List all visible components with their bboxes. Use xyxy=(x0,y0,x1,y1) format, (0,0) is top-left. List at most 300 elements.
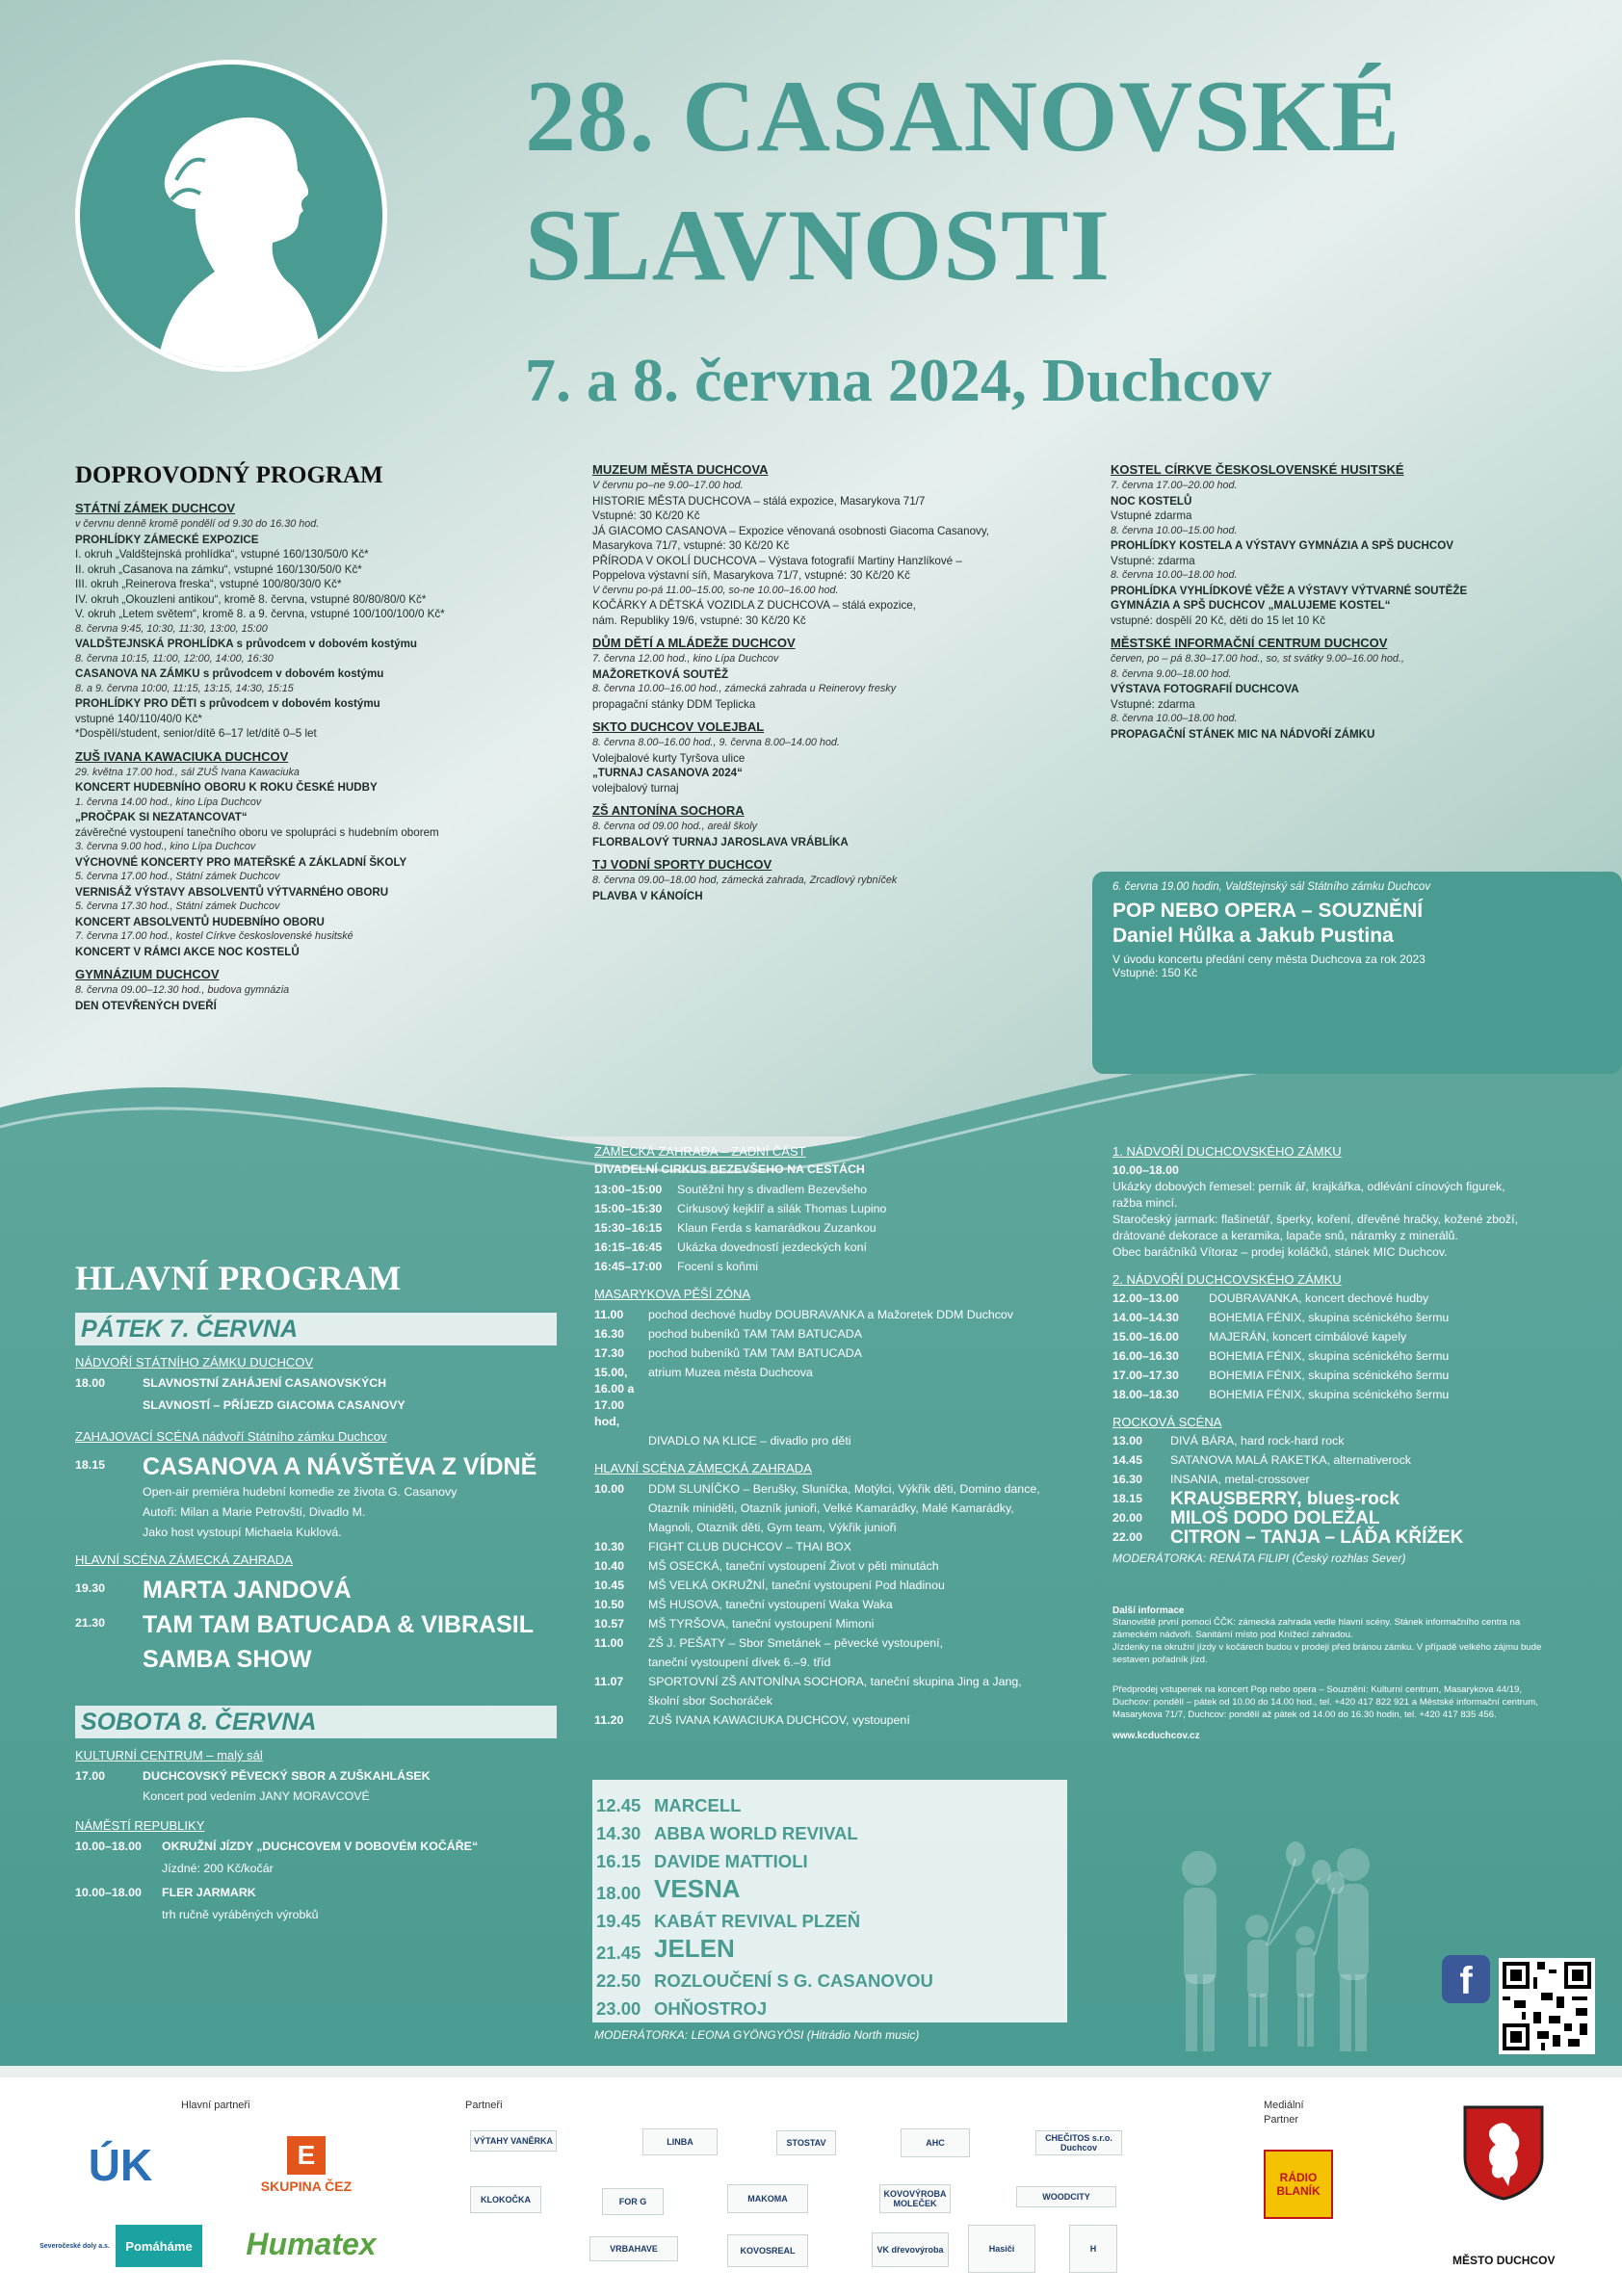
partner-logo: VRBAHAVE xyxy=(589,2236,678,2261)
artist: OHŇOSTROJ xyxy=(654,1998,768,2019)
artist: MARTA JANDOVÁ xyxy=(143,1577,352,1604)
event: ZUŠ IVANA KAWACIUKA DUCHCOV, vystoupení xyxy=(648,1713,910,1727)
event-detail: Koncert pod vedením JANY MORAVCOVÉ xyxy=(143,1789,370,1803)
time: 10.45 xyxy=(594,1578,625,1592)
time xyxy=(594,1693,648,1709)
event: pochod bubeníků TAM TAM BATUCADA xyxy=(648,1346,862,1360)
event: MILOŠ DODO DOLEŽAL xyxy=(1170,1508,1380,1528)
text-line: GYMNÁZIA A SPŠ DUCHCOV „MALUJEME KOSTEL“ xyxy=(1111,599,1391,612)
date-line: 8. června 10.00–18.00 hod. xyxy=(1111,569,1238,581)
event: ZŠ J. PEŠATY – Sbor Smetánek – pěvecké vystoupení, xyxy=(648,1636,944,1650)
date-line: 7. června 17.00 hod., kostel Církve československé husitské xyxy=(75,930,353,942)
event: SPORTOVNÍ ZŠ ANTONÍNA SOCHORA, taneční skupina Jing a Jang, xyxy=(648,1675,1022,1688)
event: SATANOVA MALÁ RAKETKA, alternativerock xyxy=(1170,1453,1411,1467)
section-heading: MUZEUM MĚSTA DUCHCOVA xyxy=(592,462,769,477)
event: Cirkusový kejklíř a silák Thomas Lupino xyxy=(677,1202,887,1215)
time: 18.00–18.30 xyxy=(1112,1388,1179,1401)
program-row xyxy=(594,1712,1076,1729)
courtyard2-title: 2. NÁDVOŘÍ DUCHCOVSKÉHO ZÁMKU xyxy=(1112,1272,1342,1287)
program-row xyxy=(594,1326,1076,1343)
courtyard1-time: 10.00–18.00 xyxy=(1112,1163,1179,1177)
section-heading: GYMNÁZIUM DUCHCOV xyxy=(75,967,220,981)
program-row xyxy=(594,1220,1076,1237)
time: 18.15 xyxy=(1112,1492,1143,1505)
program-row xyxy=(594,1365,1076,1430)
rock-moderator: MODERÁTORKA: RENÁTA FILIPI (Český rozhlas Sever) xyxy=(1112,1552,1406,1565)
event-detail: Jízdné: 200 Kč/kočár xyxy=(162,1862,274,1875)
date-line: 8. června 8.00–16.00 hod., 9. června 8.00–14.00 hod. xyxy=(592,737,840,748)
text-line: KONCERT ABSOLVENTŮ HUDEBNÍHO OBORU xyxy=(75,915,325,928)
date-line: V červnu po-pá 11.00–15.00, so-ne 10.00–16.00 hod. xyxy=(592,584,839,596)
concert-price: Vstupné: 150 Kč xyxy=(1112,966,1198,979)
courtyard1-line: ražba mincí. xyxy=(1112,1196,1178,1210)
event-title: CASANOVA A NÁVŠTĚVA Z VÍDNĚ xyxy=(143,1453,537,1480)
partner-logo: Hasiči xyxy=(968,2225,1035,2273)
time: 14.00–14.30 xyxy=(1112,1311,1179,1324)
text-line: vstupné: dospělí 20 Kč, děti do 15 let 10 Kč xyxy=(1111,613,1326,627)
time: 19.30 xyxy=(75,1581,106,1595)
companion-column-3 xyxy=(1111,455,1592,742)
partner-logo: KOVOVÝROBA MOLEČEK xyxy=(879,2184,951,2213)
section-heading: ZŠ ANTONÍNA SOCHORA xyxy=(592,803,745,818)
text-line: *Dospělí/student, senior/dítě 6–17 let/dítě 0–5 let xyxy=(75,727,317,740)
partner-logo: AHC xyxy=(901,2128,970,2157)
partner-logo: FOR G xyxy=(602,2188,664,2215)
qr-code-icon[interactable] xyxy=(1499,1958,1595,2054)
program-row xyxy=(1112,1310,1594,1326)
time: 18.15 xyxy=(75,1458,106,1472)
program-row xyxy=(594,1693,1076,1709)
time: 16.00–16.30 xyxy=(1112,1349,1179,1363)
program-row xyxy=(594,1239,1076,1256)
time: 20.00 xyxy=(1112,1511,1143,1525)
pedestrian-title: MASARYKOVA PĚŠÍ ZÓNA xyxy=(594,1287,751,1301)
program-row xyxy=(1112,1291,1594,1307)
time xyxy=(594,1520,648,1536)
partner-logo: VÝTAHY VANĚRKA xyxy=(470,2130,557,2152)
date-line: 8. a 9. června 10:00, 11:15, 13:15, 14:30, 15:15 xyxy=(75,682,294,694)
lineup-row xyxy=(596,1791,1067,1819)
text-line: III. okruh „Reinerova freska“, vstupné 100/80/30/0 Kč* xyxy=(75,578,342,590)
text-line: nám. Republiky 19/6, vstupné: 30 Kč/20 Kč xyxy=(592,613,806,627)
date-line: 8. června 09.00–18.00 hod, zámecká zahrada, Zrcadlový rybníček xyxy=(592,874,898,886)
program-row xyxy=(594,1558,1076,1575)
time: 11.00 xyxy=(594,1308,624,1321)
text-line: KONCERT V RÁMCI AKCE NOC KOSTELŮ xyxy=(75,945,300,958)
partner-logo: STOSTAV xyxy=(776,2130,836,2155)
text-line: KOČÁRKY A DĚTSKÁ VOZIDLA Z DUCHCOVA – stálá expozice, xyxy=(592,599,916,612)
text-line: závěrečné vystoupení tanečního oboru ve spolupráci s hudebním oborem xyxy=(75,825,439,839)
event: DDM SLUNÍČKO – Berušky, Sluníčka, Motýlci, Výkřik děti, Domino dance, xyxy=(648,1482,1040,1496)
event: MŠ TYRŠOVA, taneční vystoupení Mimoni xyxy=(648,1617,875,1631)
concert-note: V úvodu koncertu předání ceny města Duchcova za rok 2023 xyxy=(1112,952,1426,966)
date-line: 8. června 10.00–18.00 hod. xyxy=(1111,713,1238,724)
lineup-box xyxy=(592,1780,1067,2022)
program-row xyxy=(594,1481,1076,1498)
text-line: VÝSTAVA FOTOGRAFIÍ DUCHCOVA xyxy=(1111,683,1299,695)
event: školní sbor Sochoráček xyxy=(648,1694,772,1708)
artist: KABÁT REVIVAL PLZEŇ xyxy=(654,1911,861,1931)
time: 11.20 xyxy=(594,1713,624,1727)
program-row xyxy=(594,1201,1076,1217)
casanova-portrait-medallion xyxy=(75,60,387,372)
time: 16:45–17:00 xyxy=(594,1260,663,1273)
concert-names: Daniel Hůlka a Jakub Pustina xyxy=(1112,925,1394,947)
program-row xyxy=(594,1182,1076,1198)
time: 21.45 xyxy=(596,1943,641,1963)
lineup-row xyxy=(596,1995,1067,2022)
concert-box xyxy=(1112,881,1594,979)
info-title: Další informace xyxy=(1112,1605,1185,1616)
time: 18.00 xyxy=(75,1376,106,1390)
time: 19.45 xyxy=(596,1911,641,1931)
program-row xyxy=(594,1307,1076,1323)
time: 13.00 xyxy=(1112,1434,1143,1448)
program-row xyxy=(594,1616,1076,1632)
date-line: 29. května 17.00 hod., sál ZUŠ Ivana Kawaciuka xyxy=(75,766,300,778)
program-row xyxy=(594,1635,1076,1652)
info-web: www.kcduchcov.cz xyxy=(1112,1731,1200,1741)
text-line: „TURNAJ CASANOVA 2024“ xyxy=(592,767,743,779)
event-detail: trh ručně vyráběných výrobků xyxy=(162,1908,319,1921)
time: 16.15 xyxy=(596,1851,641,1871)
companion-program-title: DOPROVODNÝ PROGRAM xyxy=(75,462,383,488)
event: BOHEMIA FÉNIX, skupina scénického šermu xyxy=(1209,1311,1450,1324)
text-line: VALDŠTEJNSKÁ PROHLÍDKA s průvodcem v dobovém kostýmu xyxy=(75,638,417,650)
event: MŠ HUSOVA, taneční vystoupení Waka Waka xyxy=(648,1598,893,1611)
date-line: 8. června 10:15, 11:00, 12:00, 14:00, 16:30 xyxy=(75,652,274,665)
partner-logo: KOVOSREAL xyxy=(727,2234,808,2267)
text-line: CASANOVA NA ZÁMKU s průvodcem v dobovém kostýmu xyxy=(75,667,384,680)
duchcov-coat-of-arms-icon xyxy=(1462,2104,1545,2201)
time: 12.45 xyxy=(596,1795,641,1815)
severoceske-doly-logo: Severočeské doly a.s. xyxy=(39,2242,110,2250)
program-row xyxy=(594,1539,1076,1555)
date-line: v červnu denně kromě pondělí od 9.30 do 16.30 hod. xyxy=(75,518,320,530)
program-row xyxy=(594,1674,1076,1690)
text-line: JÁ GIACOMO CASANOVA – Expozice věnovaná osobnosti Giacoma Casanovy, xyxy=(592,524,989,537)
partners-label: Partneři xyxy=(465,2100,503,2111)
time: 23.00 xyxy=(596,1998,641,2019)
date-line: 8. června 09.00–12.30 hod., budova gymnázia xyxy=(75,984,290,996)
event-date: 7. a 8. června 2024, Duchcov xyxy=(525,346,1272,414)
lineup-row xyxy=(596,1819,1067,1847)
text-line: „PROČPAK SI NEZATANCOVAT“ xyxy=(75,811,248,823)
time: 12.00–13.00 xyxy=(1112,1292,1179,1305)
town-label: MĚSTO DUCHCOV xyxy=(1452,2254,1556,2267)
date-line: 7. června 17.00–20.00 hod. xyxy=(1111,480,1238,491)
text-line: Vstupné: zdarma xyxy=(1111,554,1195,567)
date-line: červen, po – pá 8.30–17.00 hod., so, st svátky 9.00–16.00 hod., xyxy=(1111,653,1404,665)
radio-blanik-logo: RÁDIO BLANÍK xyxy=(1264,2150,1333,2219)
event-detail: Jako host vystoupí Michaela Kuklová. xyxy=(143,1526,342,1539)
program-row xyxy=(594,1345,1076,1362)
time: 11.07 xyxy=(594,1675,624,1688)
event: DOUBRAVANKA, koncert dechové hudby xyxy=(1209,1292,1429,1305)
text-line: PŘÍRODA V OKOLÍ DUCHCOVA – Výstava fotografií Martiny Hanzlíkové – xyxy=(592,554,962,567)
program-row xyxy=(1112,1510,1594,1526)
lineup-row xyxy=(596,1847,1067,1875)
date-line: 8. června 10.00–16.00 hod., zámecká zahrada u Reinerovy fresky xyxy=(592,683,897,694)
event: Magnoli, Otazník děti, Gym team, Výkřik junioři xyxy=(648,1521,897,1534)
main-stage-title: HLAVNÍ SCÉNA ZÁMECKÁ ZAHRADA xyxy=(594,1461,812,1475)
artist: VESNA xyxy=(654,1874,741,1903)
time: 10.00 xyxy=(594,1482,625,1496)
lineup-row xyxy=(596,1935,1067,1967)
saturday-band: SOBOTA 8. ČERVNA xyxy=(75,1706,557,1738)
family-silhouette-icon xyxy=(1151,1839,1421,2061)
event: BOHEMIA FÉNIX, skupina scénického šermu xyxy=(1209,1388,1450,1401)
concert-title: POP NEBO OPERA – SOUZNĚNÍ xyxy=(1112,900,1424,922)
companion-column-2 xyxy=(592,455,1074,903)
friday-venue-3: HLAVNÍ SCÉNA ZÁMECKÁ ZAHRADA xyxy=(75,1552,293,1567)
event: taneční vystoupení dívek 6.–9. tříd xyxy=(648,1656,831,1669)
cez-icon: E xyxy=(287,2136,326,2175)
time: 16:15–16:45 xyxy=(594,1240,663,1254)
title-line-1: 28. CASANOVSKÉ xyxy=(525,60,1401,172)
text-line: Masarykova 71/7, vstupné: 30 Kč/20 Kč xyxy=(592,539,790,552)
text-line: II. okruh „Casanova na zámku“, vstupné 160/130/50/0 Kč* xyxy=(75,562,362,576)
garden-back-sub: DIVADELNÍ CIRKUS BEZEVŠEHO NA CESTÁCH xyxy=(594,1162,865,1176)
date-line: V červnu po–ne 9.00–17.00 hod. xyxy=(592,480,744,491)
artist: SAMBA SHOW xyxy=(143,1646,312,1673)
time: 17.30 xyxy=(594,1346,625,1360)
event: FIGHT CLUB DUCHCOV – THAI BOX xyxy=(648,1540,851,1553)
time xyxy=(594,1500,648,1517)
friday-venue-2: ZAHAJOVACÍ SCÉNA nádvoří Státního zámku Duchcov xyxy=(75,1429,387,1444)
section-heading: DŮM DĚTÍ A MLÁDEŽE DUCHCOV xyxy=(592,636,796,650)
partner-logo: CHEČITOS s.r.o. Duchcov xyxy=(1035,2130,1122,2155)
program-row xyxy=(1112,1433,1594,1449)
event: pochod dechové hudby DOUBRAVANKA a Mažoretek DDM Duchcov xyxy=(648,1308,1014,1321)
text-line: VERNISÁŽ VÝSTAVY ABSOLVENTŮ VÝTVARNÉHO OBORU xyxy=(75,885,389,899)
event: Focení s koňmi xyxy=(677,1260,759,1273)
date-line: 5. června 17.30 hod., Státní zámek Duchcov xyxy=(75,900,280,912)
partner-logo: WOODCITY xyxy=(1016,2186,1116,2207)
text-line: Volejbalové kurty Tyršova ulice xyxy=(592,751,746,765)
time: 15.00, 16.00 a 17.00 hod, xyxy=(594,1366,635,1428)
event: Otazník miniděti, Otazník junioři, Velké Kamarádky, Malé Kamarádky, xyxy=(648,1501,1014,1515)
date-line: 1. června 14.00 hod., kino Lípa Duchcov xyxy=(75,796,262,808)
event: Ukázka dovedností jezdeckých koní xyxy=(677,1240,867,1254)
program-row xyxy=(594,1655,1076,1671)
courtyard1-line: Ukázky dobových řemesel: perník ář, krajkářka, odlévání cínových figurek, xyxy=(1112,1180,1505,1193)
artist: DAVIDE MATTIOLI xyxy=(654,1851,808,1871)
text-line: I. okruh „Valdštejnská prohlídka“, vstupné 160/130/50/0 Kč* xyxy=(75,548,369,561)
info-text: Stanoviště první pomoci ČČK: zámecká zahrada vedle hlavní scény. Stánek informačního centra na zámeckém nádvoří. Sanitární místo pod Knížecí zahradou. xyxy=(1112,1617,1521,1640)
lineup-row xyxy=(596,1967,1067,1995)
event: CITRON – TANJA – LÁĎA KŘÍŽEK xyxy=(1170,1527,1464,1548)
date-line: 8. června 10.00–15.00 hod. xyxy=(1111,524,1238,536)
program-row xyxy=(1112,1491,1594,1507)
partner-logo: KLOKOČKA xyxy=(470,2186,541,2213)
text-line: PLAVBA V KÁNOÍCH xyxy=(592,889,703,902)
media-label: Mediální xyxy=(1264,2100,1304,2111)
event-detail: Open-air premiéra hudební komedie ze života G. Casanovy xyxy=(143,1485,458,1499)
time: 21.30 xyxy=(75,1616,106,1630)
event: KRAUSBERRY, blues-rock xyxy=(1170,1489,1400,1509)
program-row xyxy=(594,1520,1076,1536)
time: 22.50 xyxy=(596,1970,641,1991)
event: pochod bubeníků TAM TAM BATUCADA xyxy=(648,1327,862,1341)
time: 16.30 xyxy=(1112,1473,1143,1486)
event: DIVÁ BÁRA, hard rock-hard rock xyxy=(1170,1434,1345,1448)
section-heading: ZUŠ IVANA KAWACIUKA DUCHCOV xyxy=(75,748,289,764)
courtyard1-line: drátované dekorace a keramika, lapače snů, náramky z minerálů. xyxy=(1112,1229,1458,1242)
text-line: FLORBALOVÝ TURNAJ JAROSLAVA VRÁBLÍKA xyxy=(592,835,849,848)
event: SLAVNOSTÍ – PŘÍJEZD GIACOMA CASANOVY xyxy=(143,1398,406,1412)
main-partners-label: Hlavní partneři xyxy=(181,2100,250,2111)
program-row xyxy=(594,1433,1076,1449)
time: 17.00–17.30 xyxy=(1112,1369,1179,1382)
title-line-2: SLAVNOSTI xyxy=(525,189,1111,301)
text-line: NOC KOSTELŮ xyxy=(1111,494,1192,508)
event: MŠ OSECKÁ, taneční vystoupení Život v pěti minutách xyxy=(648,1559,939,1573)
artist: JELEN xyxy=(654,1934,735,1963)
event: atrium Muzea města Duchcova xyxy=(648,1366,813,1379)
uk-logo: ÚK xyxy=(88,2140,153,2190)
text-line: IV. okruh „Okouzleni antikou“, kromě 8. června, vstupné 80/80/80/0 Kč* xyxy=(75,592,427,606)
media-label: Partner xyxy=(1264,2114,1299,2126)
text-line: HISTORIE MĚSTA DUCHCOVA – stálá expozice, Masarykova 71/7 xyxy=(592,494,926,508)
text-line: PROHLÍDKY ZÁMECKÉ EXPOZICE xyxy=(75,533,259,546)
saturday-venue-1: KULTURNÍ CENTRUM – malý sál xyxy=(75,1748,263,1762)
text-line: PROPAGAČNÍ STÁNEK MIC NA NÁDVOŘÍ ZÁMKU xyxy=(1111,727,1375,741)
saturday-venue-2: NÁMĚSTÍ REPUBLIKY xyxy=(75,1818,205,1833)
friday-band: PÁTEK 7. ČERVNA xyxy=(75,1313,557,1345)
date-line: 5. června 17.00 hod., Státní zámek Duchcov xyxy=(75,871,280,882)
partner-logo: H xyxy=(1069,2225,1117,2273)
artist: ABBA WORLD REVIVAL xyxy=(654,1823,858,1843)
text-line: DEN OTEVŘENÝCH DVEŘÍ xyxy=(75,999,217,1012)
program-row xyxy=(1112,1387,1594,1403)
time: 10.57 xyxy=(594,1617,625,1631)
artist: TAM TAM BATUCADA & VIBRASIL xyxy=(143,1611,534,1638)
section-heading: SKTO DUCHCOV VOLEJBAL xyxy=(592,719,765,734)
time: 10.40 xyxy=(594,1559,625,1573)
program-row xyxy=(594,1259,1076,1275)
artist: MARCELL xyxy=(654,1795,742,1815)
casanova-silhouette-icon xyxy=(80,65,382,367)
section-heading: STÁTNÍ ZÁMEK DUCHCOV xyxy=(75,501,236,515)
date-line: 8. června od 09.00 hod., areál školy xyxy=(592,821,758,832)
time: 15:00–15:30 xyxy=(594,1202,663,1215)
info-text: Jízdenky na okružní jízdy v kočárech budou v prodeji před bránou zámku. V případě velkého zájmu bude sestaven pořadník jízd. xyxy=(1112,1642,1542,1665)
program-row xyxy=(1112,1329,1594,1345)
program-row xyxy=(594,1500,1076,1517)
event: OKRUŽNÍ JÍZDY „DUCHCOVEM V DOBOVÉM KOČÁŘE“ xyxy=(162,1839,479,1853)
courtyard1-line: Obec baráčníků Vítoraz – prodej koláčků, stánek MIC Duchcov. xyxy=(1112,1245,1448,1259)
text-line: Poppelova výstavní síň, Masarykova 71/7, vstupné: 30 Kč/20 Kč xyxy=(592,569,910,582)
program-row xyxy=(594,1578,1076,1594)
text-line: PROHLÍDKY PRO DĚTI s průvodcem v dobovém kostýmu xyxy=(75,697,380,710)
event: MŠ VELKÁ OKRUŽNÍ, taneční vystoupení Pod hladinou xyxy=(648,1578,945,1592)
section-heading: MĚSTSKÉ INFORMAČNÍ CENTRUM DUCHCOV xyxy=(1111,636,1388,650)
text-line: MAŽORETKOVÁ SOUTĚŽ xyxy=(592,667,729,681)
humatex-logo: Humatex xyxy=(246,2226,377,2261)
time: 18.00 xyxy=(596,1883,641,1903)
text-line: PROHLÍDKA VYHLÍDKOVÉ VĚŽE A VÝSTAVY VÝTVARNÉ SOUTĚŽE xyxy=(1111,584,1468,597)
lineup-row xyxy=(596,1875,1067,1907)
time: 14.30 xyxy=(596,1823,641,1843)
time: 17.00 xyxy=(75,1769,106,1783)
text-line: PROHLÍDKY KOSTELA A VÝSTAVY GYMNÁZIA A SPŠ DUCHCOV xyxy=(1111,539,1454,552)
program-row xyxy=(594,1597,1076,1613)
program-row xyxy=(1112,1472,1594,1488)
facebook-icon[interactable]: f xyxy=(1442,1955,1490,2003)
text-line: V. okruh „Letem světem“, kromě 8. a 9. června, vstupné 100/100/100/0 Kč* xyxy=(75,608,445,620)
text-line: KONCERT HUDEBNÍHO OBORU K ROKU ČESKÉ HUDBY xyxy=(75,781,378,794)
text-line: Vstupné: zdarma xyxy=(1111,697,1195,711)
main-program xyxy=(75,1257,557,1923)
event: Soutěžní hry s divadlem Bezevšeho xyxy=(677,1183,867,1196)
section-heading: TJ VODNÍ SPORTY DUCHCOV xyxy=(592,857,772,872)
event: FLER JARMARK xyxy=(162,1886,256,1899)
event: INSANIA, metal-crossover xyxy=(1170,1473,1310,1486)
program-row xyxy=(1112,1452,1594,1469)
time xyxy=(594,1433,648,1449)
courtyard1-title: 1. NÁDVOŘÍ DUCHCOVSKÉHO ZÁMKU xyxy=(1112,1144,1342,1159)
event: DIVADLO NA KLICE – divadlo pro děti xyxy=(648,1434,851,1448)
right-program xyxy=(1112,1144,1594,1741)
companion-column-1 xyxy=(75,493,557,1013)
time: 16.30 xyxy=(594,1327,625,1341)
time: 14.45 xyxy=(1112,1453,1143,1467)
text-line: Vstupné: 30 Kč/20 Kč xyxy=(592,509,700,522)
text-line: Vstupné zdarma xyxy=(1111,509,1192,522)
text-line: propagační stánky DDM Teplicka xyxy=(592,697,756,711)
cez-label: SKUPINA ČEZ xyxy=(260,2179,353,2194)
event: BOHEMIA FÉNIX, skupina scénického šermu xyxy=(1209,1369,1450,1382)
text-line: volejbalový turnaj xyxy=(592,781,679,795)
main-program-title: HLAVNÍ PROGRAM xyxy=(75,1259,402,1297)
middle-program xyxy=(594,1144,1076,1732)
cez-logo xyxy=(249,2130,364,2200)
date-line: 3. června 9.00 hod., kino Lípa Duchcov xyxy=(75,841,256,852)
program-row xyxy=(1112,1348,1594,1365)
artist: ROZLOUČENÍ S G. CASANOVOU xyxy=(654,1970,933,1991)
event-detail: Autoři: Milan a Marie Petrovští, Divadlo M. xyxy=(143,1505,366,1519)
friday-venue-1: NÁDVOŘÍ STÁTNÍHO ZÁMKU DUCHCOV xyxy=(75,1355,314,1370)
event: BOHEMIA FÉNIX, skupina scénického šermu xyxy=(1209,1349,1450,1363)
time: 13:00–15:00 xyxy=(594,1183,663,1196)
garden-back-title: ZÁMECKÁ ZAHRADA – ZADNÍ ČÁST xyxy=(594,1144,806,1159)
event: MAJERÁN, koncert cimbálové kapely xyxy=(1209,1330,1407,1344)
time: 10.00–18.00 xyxy=(75,1839,142,1853)
lineup-row xyxy=(596,1907,1067,1935)
time: 15.00–16.00 xyxy=(1112,1330,1179,1344)
text-line: VÝCHOVNÉ KONCERTY PRO MATEŘSKÉ A ZÁKLADNÍ ŠKOLY xyxy=(75,855,407,869)
partner-logo: LINBA xyxy=(642,2128,718,2155)
date-line: 8. června 9.00–18.00 hod. xyxy=(1111,667,1232,680)
date-line: 7. června 12.00 hod., kino Lípa Duchcov xyxy=(592,653,779,665)
time: 10.50 xyxy=(594,1598,625,1611)
time: 10.00–18.00 xyxy=(75,1886,142,1899)
time: 11.00 xyxy=(594,1636,624,1650)
time: 22.00 xyxy=(1112,1530,1143,1544)
lineup-moderator: MODERÁTORKA: LEONA GYÖNGYÖSI (Hitrádio North music) xyxy=(594,2028,920,2042)
time xyxy=(594,1655,648,1671)
date-line: 8. června 9:45, 10:30, 11:30, 13:00, 15:00 xyxy=(75,622,268,635)
program-row xyxy=(1112,1368,1594,1384)
courtyard1-line: Staročeský jarmark: flašinetář, šperky, koření, dřevěné hračky, kožené zboží, xyxy=(1112,1213,1518,1226)
pomahame-logo: Pomáháme xyxy=(116,2225,202,2267)
time: 15:30–16:15 xyxy=(594,1221,663,1235)
concert-when: 6. června 19.00 hodin, Valdštejnský sál Státního zámku Duchcov xyxy=(1112,881,1431,893)
time: 10.30 xyxy=(594,1540,625,1553)
event: Klaun Ferda s kamarádkou Zuzankou xyxy=(677,1221,876,1235)
program-row xyxy=(1112,1529,1594,1546)
